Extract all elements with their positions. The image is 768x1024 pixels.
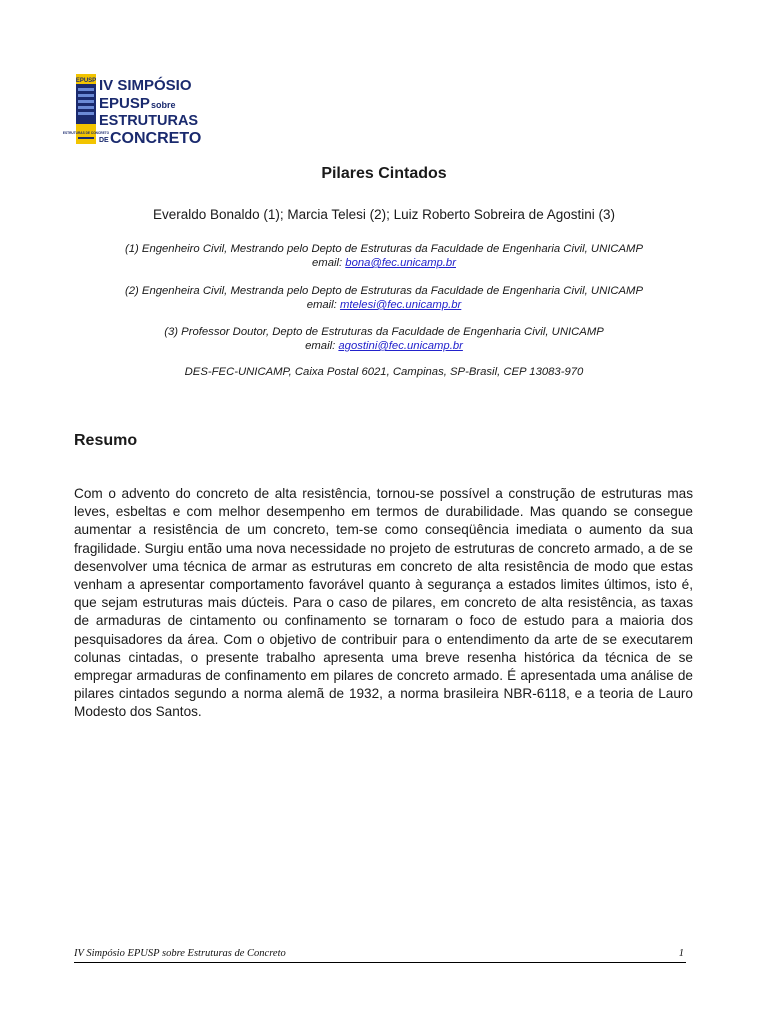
affiliation-2-email-label: email:	[306, 299, 337, 311]
mini-logo-bottom: ESTRUTURAS DE CONCRETO	[62, 131, 110, 135]
abstract-heading: Resumo	[74, 432, 138, 449]
page-footer	[74, 948, 686, 963]
logo-line3: ESTRUTURAS	[99, 113, 199, 129]
logo-line2: EPUSP	[99, 95, 150, 112]
logo-line4-small: DE	[99, 137, 109, 144]
affiliation-3	[74, 325, 694, 353]
affiliation-1	[74, 242, 694, 270]
page-number: 1	[678, 948, 684, 959]
affiliation-3-email-label: email:	[305, 340, 336, 352]
logo-line1: IV SIMPÓSIO	[99, 77, 192, 94]
abstract-body: Com o advento do concreto de alta resistência, tornou-se possível a construção de estruturas mas leves, esbeltas e com melhor desempenho em termos de durabilidade. Mas quando se consegue aumentar a resistência de um concreto, tem-se como conseqüência imediata o aumento da sua fragilidade. Surgiu então uma nova necessidade no projeto de estruturas de concreto armado, a de se desenvolver uma técnica de armar as estruturas em concreto de alta resistência de modo que estas venham a apresentar comportamento favorável quanto à segurança a estados limites últimos, isto é, que sejam estruturas mais dúcteis. Para o caso de pilares, em concreto de alta resistência, as taxas de armaduras de cintamento ou confinamento se tornaram o foco de estudo para a maioria dos pesquisadores da área. Com o objetivo de contribuir para o entendimento da arte de se executarem colunas cintadas, o presente trabalho apresenta uma breve resenha histórica da técnica de se empregar armaduras de confinamento em pilares de concreto armado. É apresentada uma análise de pilares cintados segundo a norma alemã de 1932, a norma brasileira NBR-6118, e a teoria de Lauro Modesto dos Santos.	[74, 486, 693, 720]
logo-line4: CONCRETO	[110, 130, 202, 147]
symposium-logo	[62, 72, 202, 148]
affiliation-2-email-link[interactable]: mtelesi@fec.unicamp.br	[339, 299, 462, 311]
paper-authors: Everaldo Bonaldo (1); Marcia Telesi (2); Luiz Roberto Sobreira de Agostini (3)	[153, 207, 615, 222]
affiliation-3-email-link[interactable]: agostini@fec.unicamp.br	[338, 340, 463, 352]
logo-line2-small: sobre	[151, 100, 176, 110]
affiliation-3-text: (3) Professor Doutor, Depto de Estruturas da Faculdade de Engenharia Civil, UNICAMP	[164, 326, 604, 338]
affiliation-2	[74, 284, 694, 312]
affiliation-1-email-link[interactable]: bona@fec.unicamp.br	[345, 257, 456, 269]
mini-logo-top: EPUSP	[75, 78, 97, 84]
affiliation-2-text: (2) Engenheira Civil, Mestranda pelo Depto de Estruturas da Faculdade de Engenharia Civil, UNICAMP	[124, 285, 644, 297]
footer-text: IV Simpósio EPUSP sobre Estruturas de Concreto	[74, 948, 286, 959]
affiliation-1-email-label: email:	[312, 257, 343, 269]
paper-title: Pilares Cintados	[321, 165, 447, 182]
institution-address: DES-FEC-UNICAMP, Caixa Postal 6021, Campinas, SP-Brasil, CEP 13083-970	[184, 366, 584, 378]
affiliation-1-text: (1) Engenheiro Civil, Mestrando pelo Depto de Estruturas da Faculdade de Engenharia Civil, UNICAMP	[124, 243, 644, 255]
